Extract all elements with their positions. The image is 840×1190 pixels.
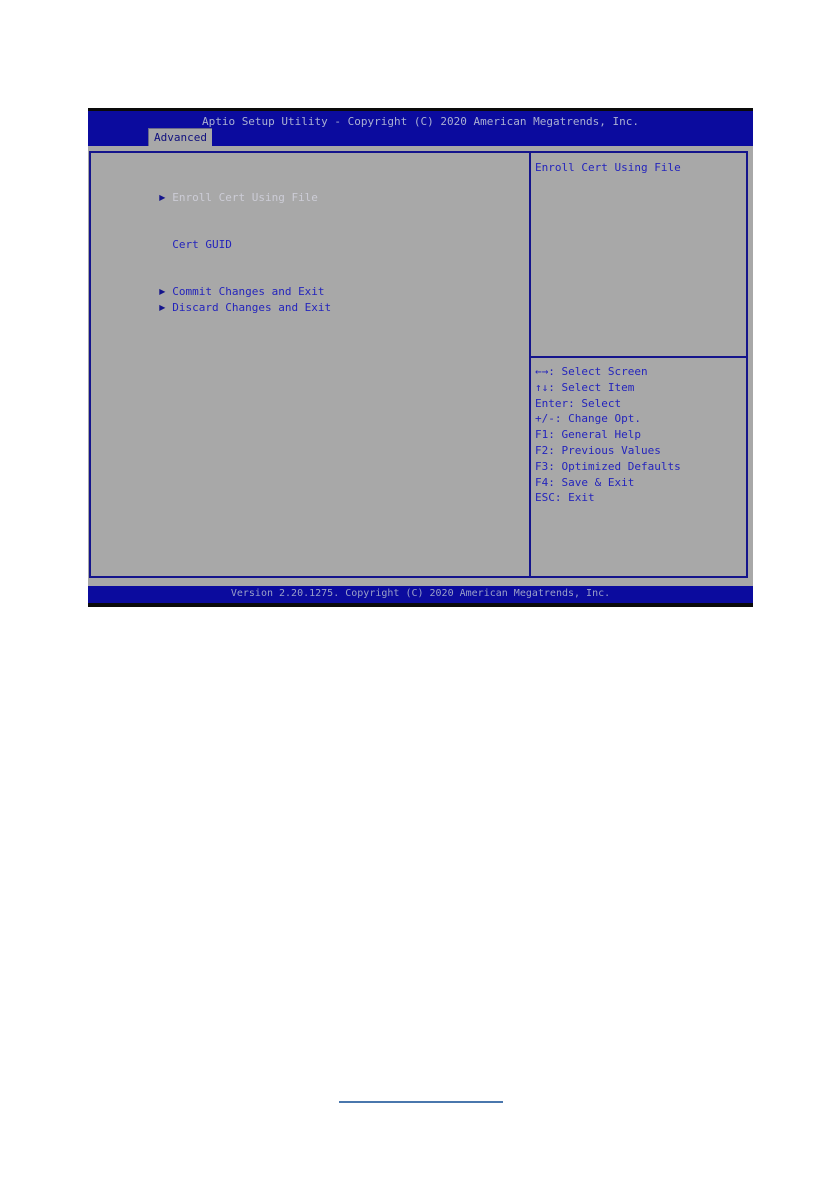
options-pane [91,153,529,576]
footnote-divider [339,1101,503,1103]
menu-item-label: Commit Changes and Exit [172,285,325,298]
submenu-arrow-icon: ▶ [159,303,166,312]
hotkey-save-exit: F4: Save & Exit [535,475,635,489]
hotkey-previous-values: F2: Previous Values [535,443,661,457]
bios-setup-screenshot [88,108,753,607]
submenu-arrow-icon: ▶ [159,193,166,202]
item-help-text: Enroll Cert Using File [535,161,681,174]
menu-item-discard-changes-and-exit[interactable] [93,288,331,327]
submenu-arrow-icon: ▶ [159,287,166,296]
hotkey-general-help: F1: General Help [535,428,641,442]
tab-advanced[interactable]: Advanced [148,128,212,146]
hotkey-esc-exit: ESC: Exit [535,491,595,505]
setup-panel [89,151,748,578]
version-footer: Version 2.20.1275. Copyright (C) 2020 American Megatrends, Inc. [88,586,753,603]
hotkey-optimized-defaults: F3: Optimized Defaults [535,459,681,473]
setup-utility-title: Aptio Setup Utility - Copyright (C) 2020 American Megatrends, Inc. [201,115,640,128]
menu-item-enroll-cert-using-file[interactable] [93,178,318,217]
hotkey-change-opt: +/-: Change Opt. [535,412,641,426]
screen-bottom-edge [88,603,753,607]
hotkey-enter-select: Enter: Select [535,396,622,410]
hotkey-select-item: ↑↓: Select Item [535,380,635,394]
menu-item-label: Discard Changes and Exit [172,301,332,314]
help-pane [531,153,746,576]
menu-item-cert-guid[interactable] [93,225,232,264]
menu-item-label: Cert GUID [172,238,232,251]
hotkey-legend [531,358,746,576]
menu-item-label: Enroll Cert Using File [172,191,318,204]
header-band [88,111,753,146]
hotkey-select-screen: ←→: Select Screen [535,365,648,378]
setup-body [88,146,753,586]
